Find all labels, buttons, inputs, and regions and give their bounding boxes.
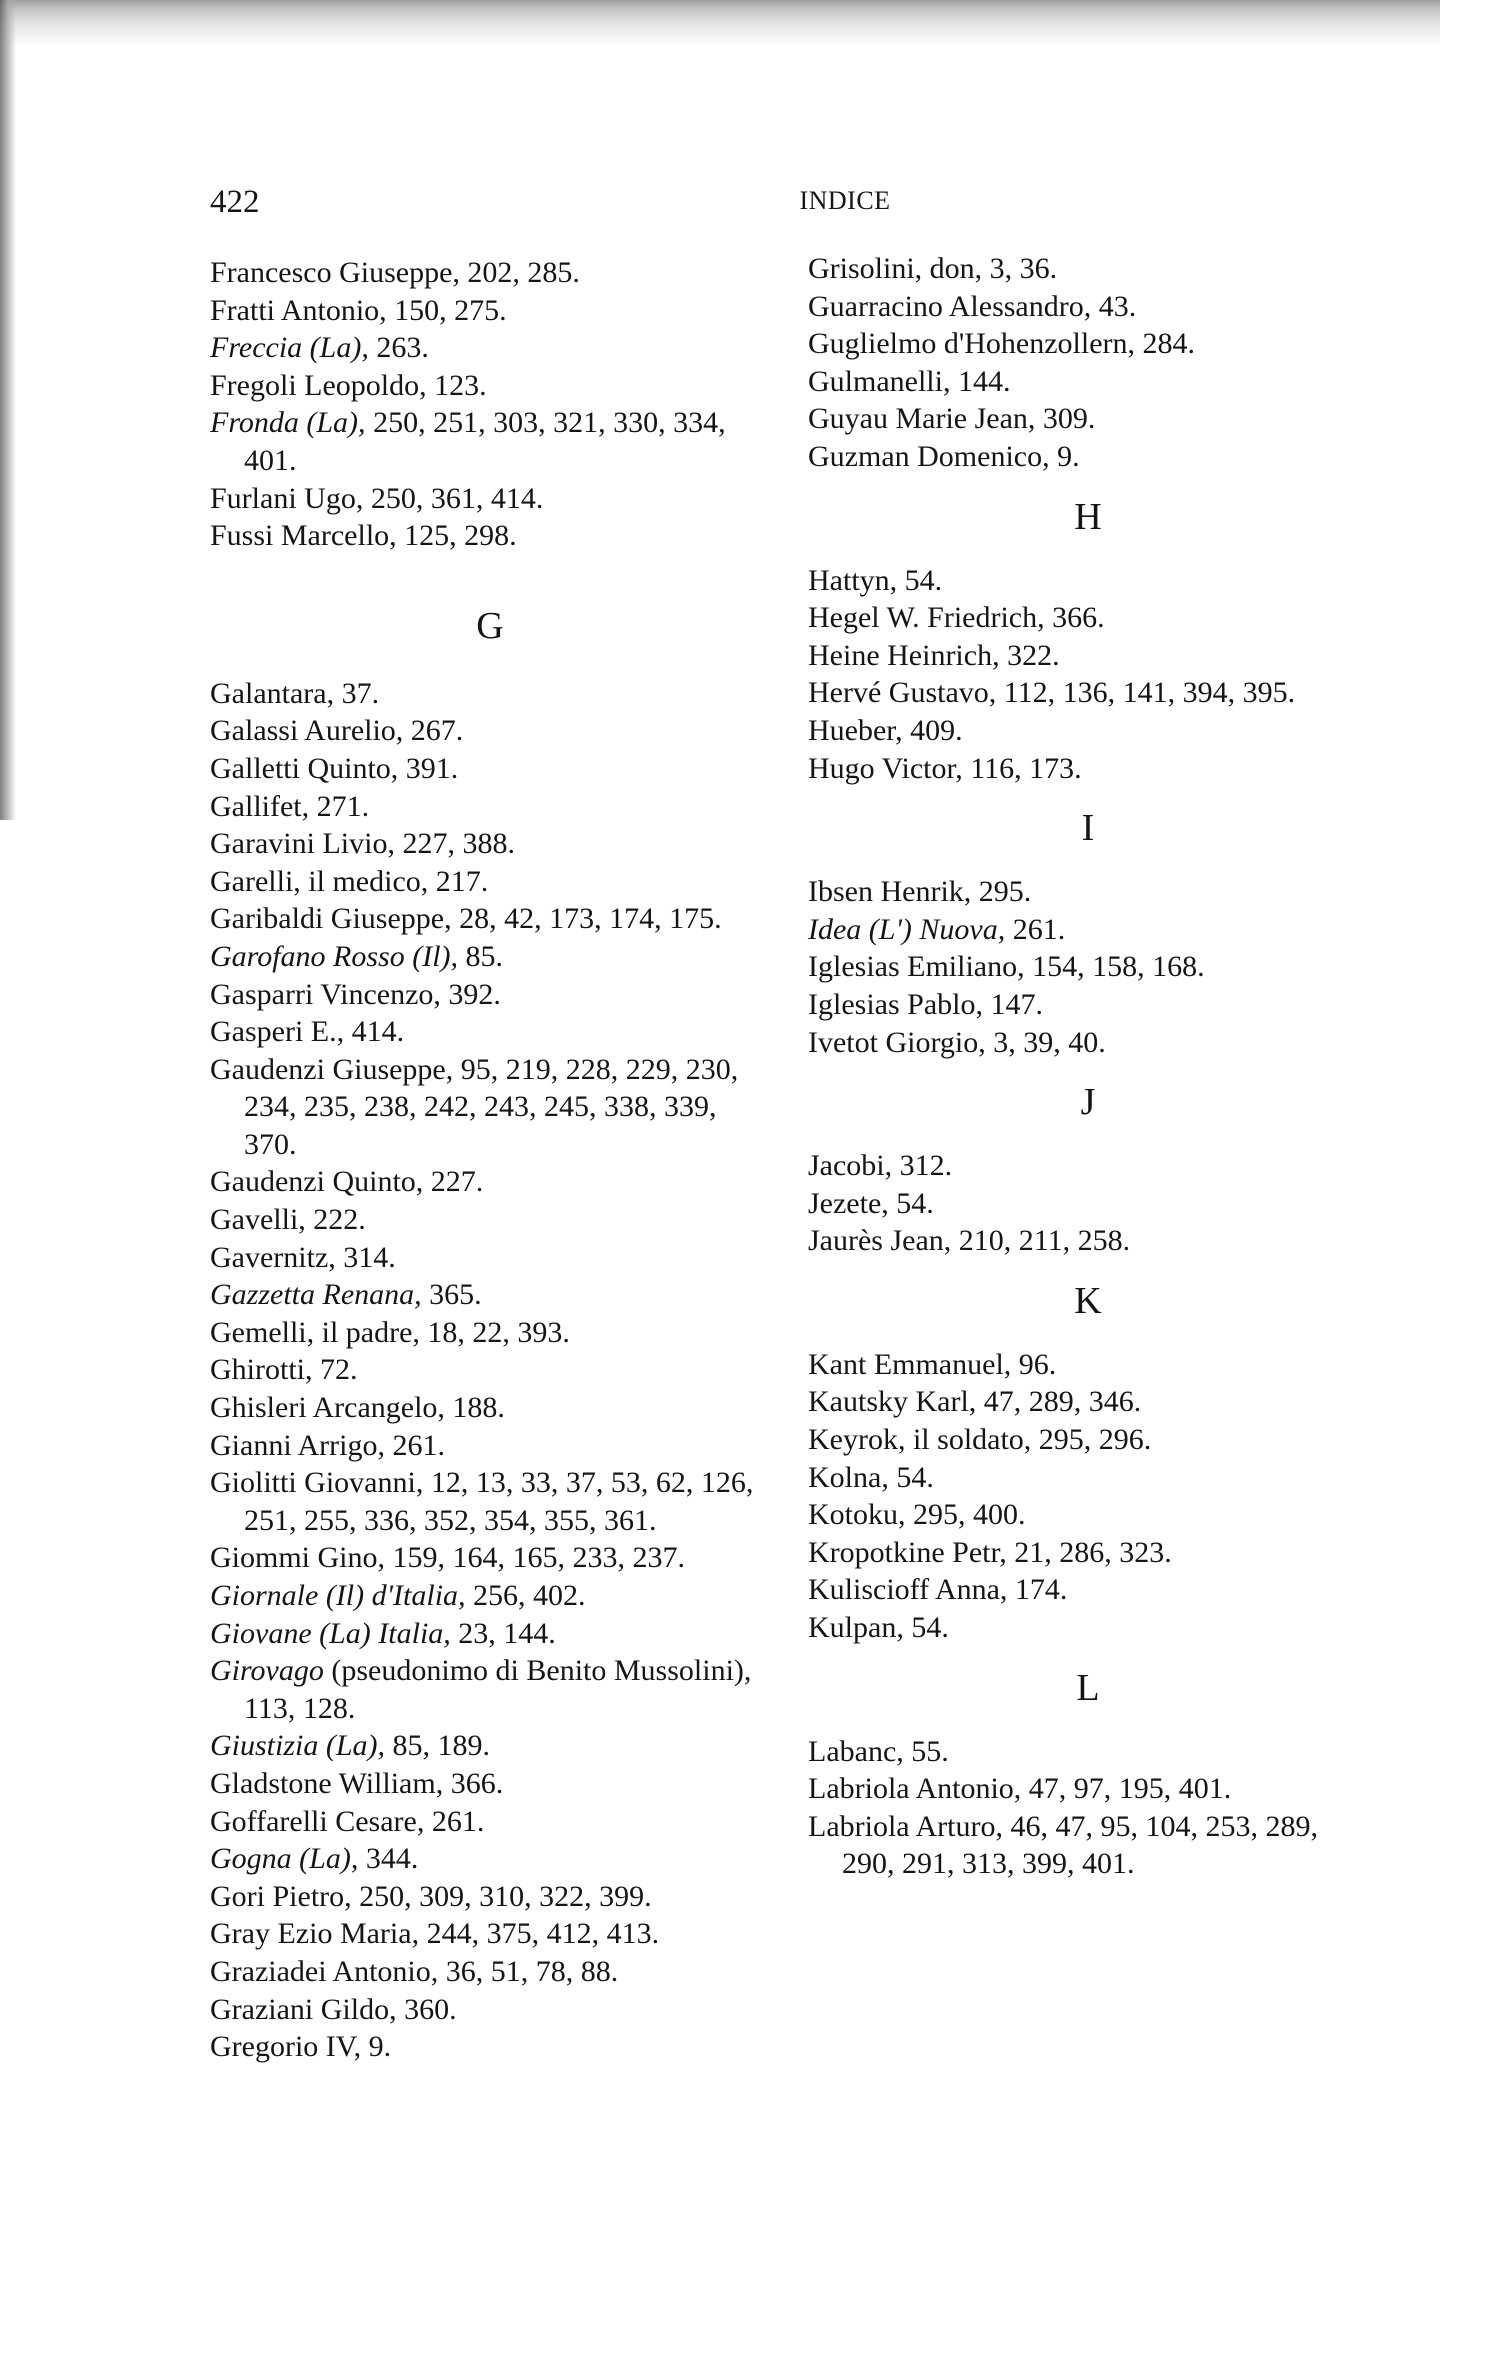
- index-entry: [808, 1421, 1368, 1459]
- page-header: [210, 184, 1360, 236]
- entry-group: [808, 250, 1368, 476]
- index-entry: [808, 1534, 1368, 1572]
- entry-text: Gianni Arrigo, 261.: [210, 1428, 445, 1462]
- entry-text: Kolna, 54.: [808, 1460, 934, 1494]
- entry-text: Gasperi E., 414.: [210, 1015, 405, 1049]
- index-entry: [210, 517, 770, 555]
- index-entry: [808, 400, 1368, 438]
- entry-group: [210, 254, 770, 555]
- index-entry: [808, 562, 1368, 600]
- running-head: INDICE: [799, 186, 891, 215]
- entry-text: Gregorio IV, 9.: [210, 2030, 392, 2064]
- index-entry: [210, 1163, 770, 1201]
- entry-text: Gemelli, il padre, 18, 22, 393.: [210, 1315, 570, 1349]
- entry-text: Fregoli Leopoldo, 123.: [210, 368, 487, 402]
- entry-text: Goffarelli Cesare, 261.: [210, 1804, 485, 1838]
- entry-text: Heine Heinrich, 322.: [808, 638, 1060, 672]
- entry-text: Gulmanelli, 144.: [808, 364, 1011, 398]
- entry-text: Guzman Domenico, 9.: [808, 439, 1080, 473]
- index-entry: [210, 1840, 770, 1878]
- index-entry: [808, 250, 1368, 288]
- index-entry: [210, 1953, 770, 1991]
- index-entry: [210, 750, 770, 788]
- entry-text: Jaurès Jean, 210, 211, 258.: [808, 1224, 1131, 1258]
- entry-title-italic: Giornale (Il) d'Italia,: [210, 1579, 466, 1612]
- entry-title-italic: Girovago: [210, 1654, 324, 1688]
- index-entry: [210, 1276, 770, 1314]
- section-letter-k: K: [1074, 1279, 1102, 1322]
- entry-text: Furlani Ugo, 250, 361, 414.: [210, 481, 544, 515]
- entry-text: Gladstone William, 366.: [210, 1766, 504, 1800]
- index-entry: [808, 986, 1368, 1024]
- index-entry: [210, 1051, 770, 1164]
- entry-text: Garibaldi Giuseppe, 28, 42, 173, 174, 175.: [210, 902, 722, 936]
- index-entry: [808, 1496, 1368, 1534]
- entry-group: [808, 873, 1368, 1061]
- index-entry: [210, 1878, 770, 1916]
- index-entry: [808, 873, 1368, 911]
- section-letter-i: I: [1081, 807, 1095, 850]
- index-entry: [210, 1201, 770, 1239]
- entry-text: Ghisleri Arcangelo, 188.: [210, 1391, 505, 1425]
- entry-text: Jacobi, 312.: [808, 1149, 953, 1183]
- index-entry: [808, 599, 1368, 637]
- entry-text: Gray Ezio Maria, 244, 375, 412, 413.: [210, 1917, 660, 1951]
- section-letter-g: G: [476, 604, 504, 647]
- entry-text: 344.: [358, 1842, 419, 1876]
- index-entry: [808, 948, 1368, 986]
- index-entry: [210, 1239, 770, 1277]
- entry-text: Jezete, 54.: [808, 1186, 934, 1220]
- entry-text: Kautsky Karl, 47, 289, 346.: [808, 1385, 1142, 1419]
- entry-text: Francesco Giuseppe, 202, 285.: [210, 256, 580, 289]
- entry-text: 85.: [458, 939, 504, 973]
- entry-text: Garavini Livio, 227, 388.: [210, 827, 515, 861]
- entry-text: 23, 144.: [450, 1616, 556, 1650]
- entry-group: [210, 675, 770, 2066]
- entry-title-italic: Giovane (La) Italia,: [210, 1616, 451, 1650]
- entry-text: Keyrok, il soldato, 295, 296.: [808, 1423, 1152, 1457]
- entry-text: Labriola Antonio, 47, 97, 195, 401.: [808, 1772, 1232, 1806]
- entry-text: Hugo Victor, 116, 173.: [808, 751, 1082, 785]
- index-entry: [808, 712, 1368, 750]
- entry-text: Gaudenzi Quinto, 227.: [210, 1165, 484, 1199]
- entry-text: Gori Pietro, 250, 309, 310, 322, 399.: [210, 1879, 652, 1913]
- entry-text: Kuliscioff Anna, 174.: [808, 1573, 1068, 1607]
- entry-text: Ghirotti, 72.: [210, 1353, 358, 1387]
- entry-text: 261.: [1005, 912, 1066, 946]
- entry-text: Gaudenzi Giuseppe, 95, 219, 228, 229, 230, 234, 235, 238, 242, 243, 245, 338, 339, 370.: [210, 1052, 739, 1161]
- entry-text: Guyau Marie Jean, 309.: [808, 402, 1096, 436]
- entry-text: Fussi Marcello, 125, 298.: [210, 519, 517, 553]
- index-entry: [210, 1577, 770, 1615]
- entry-text: (pseudonimo di Benito Mussolini), 113, 128.: [244, 1654, 752, 1725]
- index-entry: [210, 900, 770, 938]
- entry-text: Kant Emmanuel, 96.: [808, 1347, 1057, 1381]
- index-entry: [808, 1459, 1368, 1497]
- entry-text: Galletti Quinto, 391.: [210, 751, 459, 785]
- index-entry: [210, 938, 770, 976]
- entry-text: Graziadei Antonio, 36, 51, 78, 88.: [210, 1954, 619, 1988]
- entry-text: Grisolini, don, 3, 36.: [808, 252, 1058, 285]
- index-entry: [808, 1185, 1368, 1223]
- entry-text: Hueber, 409.: [808, 713, 963, 747]
- index-entry: [210, 1314, 770, 1352]
- index-entry: [210, 1427, 770, 1465]
- entry-text: 365.: [421, 1278, 482, 1312]
- entry-text: Galassi Aurelio, 267.: [210, 714, 464, 748]
- index-entry: [808, 674, 1368, 712]
- entry-text: 85, 189.: [385, 1729, 491, 1763]
- index-entry: [808, 1609, 1368, 1647]
- index-entry: [808, 1024, 1368, 1062]
- entry-text: Guglielmo d'Hohenzollern, 284.: [808, 327, 1195, 361]
- entry-group: [808, 1733, 1368, 1883]
- index-entry: [210, 1389, 770, 1427]
- entry-text: Giommi Gino, 159, 164, 165, 233, 237.: [210, 1541, 686, 1575]
- index-entry: [808, 288, 1368, 326]
- entry-text: Graziani Gildo, 360.: [210, 1992, 457, 2026]
- index-entry: [210, 480, 770, 518]
- index-entry: [808, 325, 1368, 363]
- index-entry: [210, 2028, 770, 2066]
- index-entry: [210, 1991, 770, 2029]
- index-entry: [210, 367, 770, 405]
- index-entry: [808, 1733, 1368, 1771]
- index-entry: [210, 863, 770, 901]
- entry-text: Garelli, il medico, 217.: [210, 864, 489, 898]
- index-entry: [210, 976, 770, 1014]
- entry-title-italic: Gazzetta Renana,: [210, 1278, 422, 1312]
- entry-title-italic: Gogna (La),: [210, 1842, 359, 1876]
- index-entry: [210, 1652, 770, 1727]
- entry-text: Hegel W. Friedrich, 366.: [808, 601, 1105, 635]
- entry-text: Kulpan, 54.: [808, 1611, 949, 1645]
- entry-text: Iglesias Emiliano, 154, 158, 168.: [808, 950, 1205, 984]
- entry-text: Gasparri Vincenzo, 392.: [210, 977, 501, 1011]
- index-entry: [808, 1383, 1368, 1421]
- entry-title-italic: Garofano Rosso (Il),: [210, 939, 459, 973]
- entry-text: Ibsen Henrik, 295.: [808, 875, 1032, 909]
- entry-text: Gavernitz, 314.: [210, 1240, 396, 1274]
- entry-text: Galantara, 37.: [210, 676, 380, 710]
- entry-text: Labriola Arturo, 46, 47, 95, 104, 253, 289, 290, 291, 313, 399, 401.: [808, 1809, 1318, 1881]
- index-entry: [210, 825, 770, 863]
- index-entry: [210, 1915, 770, 1953]
- entry-text: Fratti Antonio, 150, 275.: [210, 293, 507, 327]
- index-entry: [210, 329, 770, 367]
- index-entry: [808, 1770, 1368, 1808]
- index-entry: [210, 1351, 770, 1389]
- index-entry: [808, 438, 1368, 476]
- index-entry: [808, 1571, 1368, 1609]
- entry-text: Labanc, 55.: [808, 1734, 949, 1768]
- index-entry: [808, 363, 1368, 401]
- index-entry: [210, 1727, 770, 1765]
- index-entry: [210, 1615, 770, 1653]
- entry-text: Hervé Gustavo, 112, 136, 141, 394, 395.: [808, 676, 1296, 710]
- entry-group: [808, 1147, 1368, 1260]
- entry-text: Kropotkine Petr, 21, 286, 323.: [808, 1535, 1172, 1569]
- index-entry: [808, 911, 1368, 949]
- entry-text: Giolitti Giovanni, 12, 13, 33, 37, 53, 62, 126, 251, 255, 336, 352, 354, 355, 361.: [210, 1466, 754, 1537]
- entry-text: Kotoku, 295, 400.: [808, 1498, 1026, 1532]
- index-entry: [210, 404, 770, 479]
- page-number: 422: [210, 184, 260, 220]
- index-entry: [808, 750, 1368, 788]
- entry-text: Guarracino Alessandro, 43.: [808, 289, 1137, 323]
- entry-title-italic: Fronda (La),: [210, 406, 366, 440]
- index-entry: [808, 1222, 1368, 1260]
- index-entry: [210, 1013, 770, 1051]
- index-entry: [808, 1808, 1368, 1883]
- index-entry: [210, 254, 770, 292]
- entry-group: [808, 562, 1368, 788]
- index-entry: [808, 1346, 1368, 1384]
- index-entry: [210, 1765, 770, 1803]
- entry-title-italic: Freccia (La),: [210, 331, 369, 365]
- entry-text: 250, 251, 303, 321, 330, 334, 401.: [244, 406, 726, 477]
- index-column-left: [210, 250, 770, 2066]
- index-entry: [210, 788, 770, 826]
- scan-shadow-left: [0, 0, 16, 820]
- index-entry: [210, 292, 770, 330]
- entry-title-italic: Idea (L') Nuova,: [808, 912, 1006, 946]
- index-column-right: [808, 250, 1368, 1883]
- index-entry: [210, 1803, 770, 1841]
- index-entry: [210, 712, 770, 750]
- entry-text: Hattyn, 54.: [808, 563, 943, 597]
- section-letter-l: L: [1076, 1666, 1100, 1709]
- entry-text: Gallifet, 271.: [210, 789, 370, 823]
- entry-text: 256, 402.: [465, 1579, 586, 1612]
- index-entry: [210, 1464, 770, 1539]
- entry-group: [808, 1346, 1368, 1647]
- entry-text: Ivetot Giorgio, 3, 39, 40.: [808, 1025, 1106, 1059]
- entry-text: Gavelli, 222.: [210, 1203, 366, 1237]
- section-letter-h: H: [1074, 495, 1102, 538]
- section-letter-j: J: [1080, 1081, 1096, 1124]
- index-entry: [808, 637, 1368, 675]
- entry-text: Iglesias Pablo, 147.: [808, 987, 1043, 1021]
- index-entry: [808, 1147, 1368, 1185]
- index-entry: [210, 1539, 770, 1577]
- entry-text: 263.: [368, 331, 429, 365]
- entry-title-italic: Giustizia (La),: [210, 1729, 386, 1763]
- index-entry: [210, 675, 770, 713]
- scan-shadow-top: [0, 0, 1440, 48]
